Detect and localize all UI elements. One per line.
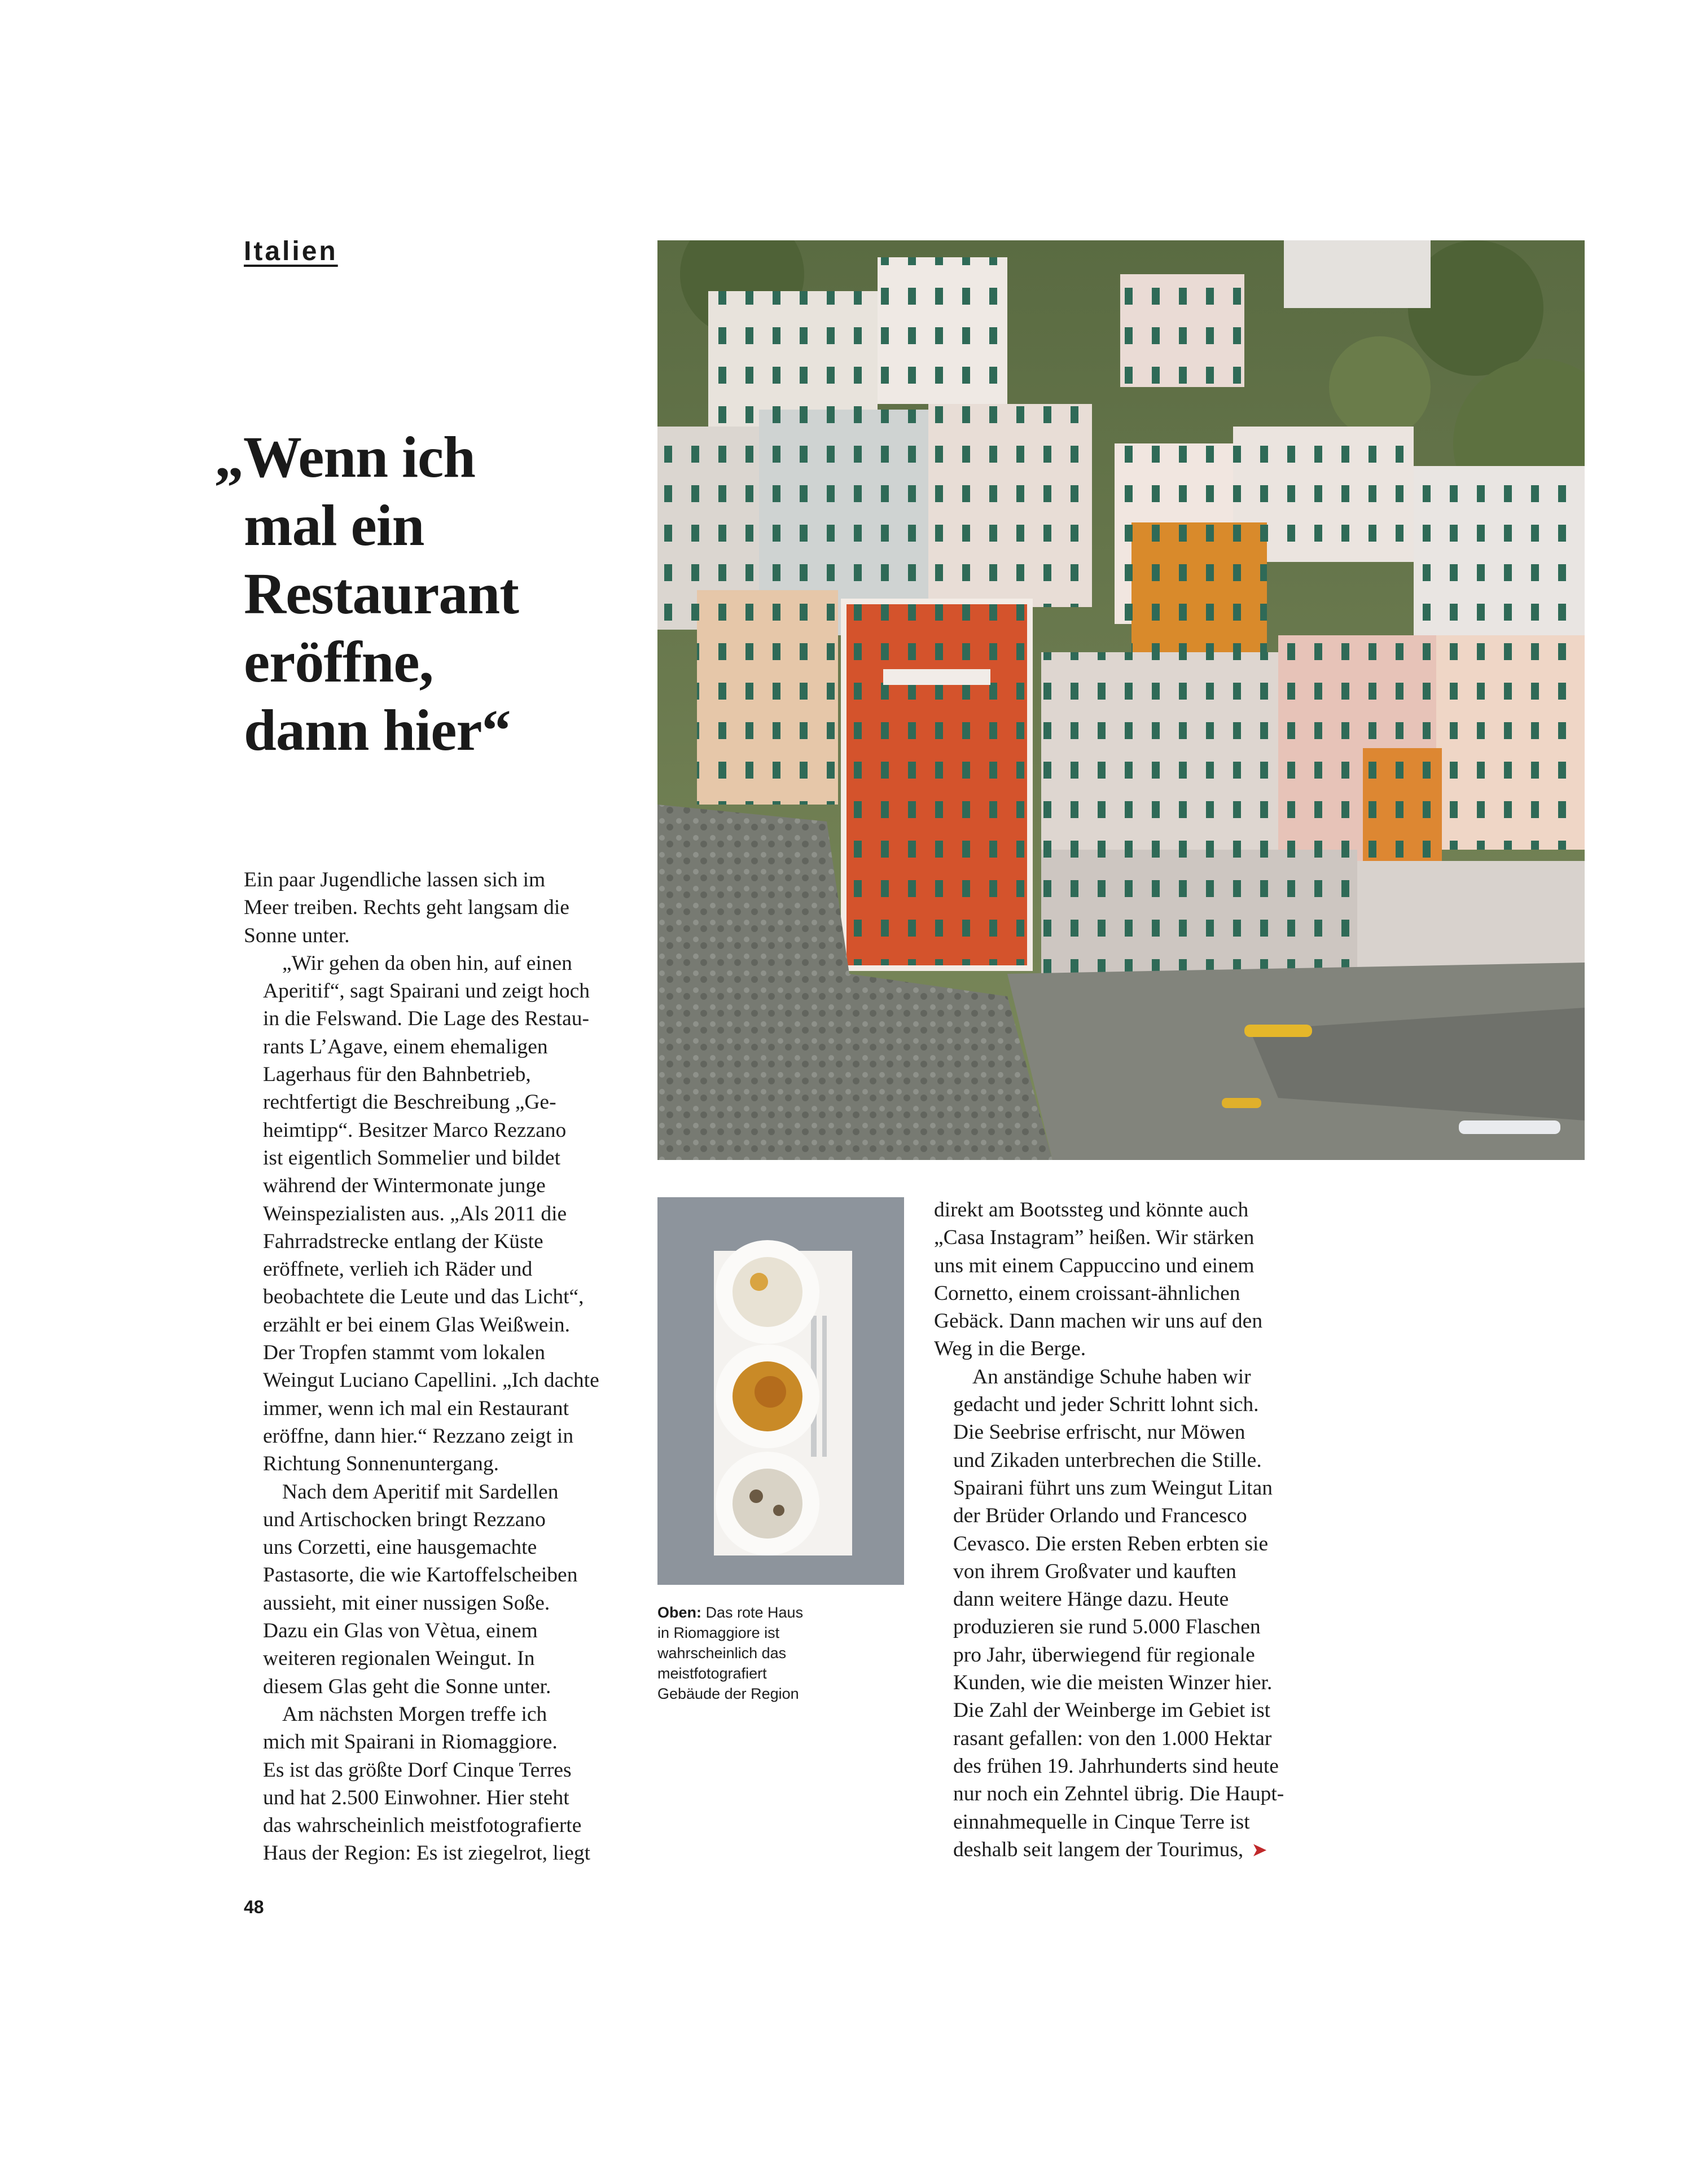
text-line: eröffnete, verlieh ich Räder und bbox=[263, 1258, 533, 1281]
text-line: Ein paar Jugendliche lassen sich im bbox=[244, 868, 546, 891]
headline-line: mal ein bbox=[244, 493, 424, 558]
text-line: diesem Glas geht die Sonne unter. bbox=[263, 1675, 551, 1698]
riomaggiore-photo bbox=[657, 240, 1585, 1160]
text-line: Es ist das größte Dorf Cinque Terres bbox=[263, 1758, 572, 1782]
text-line: einnahmequelle in Cinque Terre ist bbox=[953, 1810, 1250, 1834]
text-line: Weingut Luciano Capellini. „Ich dachte bbox=[263, 1369, 599, 1392]
text-line: Fahrradstrecke entlang der Küste bbox=[263, 1229, 543, 1253]
text-line: Nach dem Aperitif mit Sardellen bbox=[282, 1480, 559, 1504]
body-paragraph bbox=[244, 950, 628, 1478]
pasta-bowls-image bbox=[657, 1197, 904, 1585]
text-line: uns mit einem Cappuccino und einem bbox=[934, 1254, 1255, 1277]
text-line: aussieht, mit einer nussigen Soße. bbox=[263, 1591, 550, 1615]
text-line: produzieren sie rund 5.000 Flaschen bbox=[953, 1615, 1261, 1639]
text-line: Aperitif“, sagt Spairani und zeigt hoch bbox=[263, 979, 590, 1003]
text-line: Cornetto, einem croissant-ähnlichen bbox=[934, 1281, 1240, 1305]
text-line: rasant gefallen: von den 1.000 Hektar bbox=[953, 1726, 1272, 1750]
text-line: der Brüder Orlando und Francesco bbox=[953, 1504, 1247, 1528]
headline-line: dann hier“ bbox=[244, 698, 511, 763]
body-paragraph bbox=[244, 1700, 628, 1867]
text-line: eröffne, dann hier.“ Rezzano zeigt in bbox=[263, 1424, 574, 1448]
text-line: pro Jahr, überwiegend für regionale bbox=[953, 1643, 1255, 1667]
text-line: Weinspezialisten aus. „Als 2011 die bbox=[263, 1202, 567, 1225]
text-line: das wahrscheinlich meistfotografierte bbox=[263, 1814, 582, 1838]
text-line: des frühen 19. Jahrhunderts sind heute bbox=[953, 1754, 1279, 1778]
text-line: heimtipp“. Besitzer Marco Rezzano bbox=[263, 1118, 567, 1142]
text-line: Richtung Sonnenuntergang. bbox=[263, 1452, 499, 1476]
riomaggiore-village-image bbox=[657, 240, 1585, 1160]
text-line: Am nächsten Morgen treffe ich bbox=[282, 1702, 547, 1726]
section-label: Italien bbox=[244, 236, 338, 266]
caption-lead: Oben: bbox=[657, 1604, 701, 1621]
text-line: während der Wintermonate junge bbox=[263, 1174, 546, 1198]
caption-first-line: Das rote Haus bbox=[701, 1604, 804, 1621]
text-line: Lagerhaus für den Bahnbetrieb, bbox=[263, 1063, 531, 1087]
text-line: rechtfertigt die Beschreibung „Ge- bbox=[263, 1091, 556, 1114]
text-line: Gebäck. Dann machen wir uns auf den bbox=[934, 1309, 1263, 1333]
text-line: „Wir gehen da oben hin, auf einen bbox=[282, 951, 572, 975]
text-line: ist eigentlich Sommelier und bildet bbox=[263, 1146, 560, 1170]
headline bbox=[214, 423, 643, 764]
text-line: weiteren regionalen Weingut. In bbox=[263, 1647, 535, 1671]
text-line: Weg in die Berge. bbox=[934, 1337, 1086, 1361]
caption-line: Gebäude der Region bbox=[657, 1685, 799, 1702]
text-line: beobachtete die Leute und das Licht“, bbox=[263, 1285, 584, 1309]
food-photo bbox=[657, 1197, 904, 1585]
body-paragraph bbox=[934, 1196, 1329, 1363]
headline-line: „Wenn ich bbox=[214, 425, 475, 490]
text-line: An anständige Schuhe haben wir bbox=[972, 1365, 1251, 1388]
text-line: Pastasorte, die wie Kartoffelscheiben bbox=[263, 1563, 578, 1587]
text-line: dann weitere Hänge dazu. Heute bbox=[953, 1588, 1229, 1611]
text-line: direkt am Bootssteg und könnte auch bbox=[934, 1198, 1249, 1221]
text-line: deshalb seit langem der Tourimus, bbox=[953, 1838, 1244, 1861]
text-line: nur noch ein Zehntel übrig. Die Haupt- bbox=[953, 1782, 1284, 1806]
text-line: in die Felswand. Die Lage des Restau- bbox=[263, 1007, 589, 1031]
text-line: Der Tropfen stammt vom lokalen bbox=[263, 1341, 545, 1365]
text-line: uns Corzetti, eine hausgemachte bbox=[263, 1536, 537, 1559]
page-number: 48 bbox=[244, 1897, 264, 1917]
body-paragraph bbox=[244, 1478, 628, 1700]
text-line: mich mit Spairani in Riomaggiore. bbox=[263, 1730, 558, 1754]
text-line: Die Seebrise erfrischt, nur Möwen bbox=[953, 1421, 1245, 1444]
text-line: „Casa Instagram” heißen. Wir stärken bbox=[934, 1226, 1255, 1250]
text-line: und Zikaden unterbrechen die Stille. bbox=[953, 1448, 1262, 1472]
text-line: rants L’Agave, einem ehemaligen bbox=[263, 1035, 548, 1058]
text-line: Meer treiben. Rechts geht langsam die bbox=[244, 896, 569, 920]
body-paragraph bbox=[934, 1363, 1329, 1864]
headline-line: eröffne, bbox=[244, 630, 433, 695]
text-line: Kunden, wie die meisten Winzer hier. bbox=[953, 1671, 1273, 1695]
text-line: erzählt er bei einem Glas Weißwein. bbox=[263, 1313, 570, 1337]
text-line: Dazu ein Glas von Vètua, einem bbox=[263, 1619, 538, 1643]
text-line: und hat 2.500 Einwohner. Hier steht bbox=[263, 1786, 569, 1809]
caption-line: wahrscheinlich das bbox=[657, 1645, 787, 1662]
text-line: Die Zahl der Weinberge im Gebiet ist bbox=[953, 1699, 1271, 1722]
text-line: Haus der Region: Es ist ziegelrot, liegt bbox=[263, 1842, 591, 1865]
body-paragraph bbox=[244, 866, 628, 950]
caption-line: in Riomaggiore ist bbox=[657, 1624, 780, 1641]
photo-caption bbox=[657, 1602, 849, 1704]
caption-line: meistfotografiert bbox=[657, 1665, 767, 1682]
text-line: Sonne unter. bbox=[244, 924, 350, 947]
text-line: immer, wenn ich mal ein Restaurant bbox=[263, 1396, 569, 1420]
body-column-left bbox=[244, 866, 628, 1867]
text-line: von ihrem Großvater und kauften bbox=[953, 1559, 1236, 1583]
text-line: und Artischocken bringt Rezzano bbox=[263, 1508, 546, 1531]
text-line: Spairani führt uns zum Weingut Litan bbox=[953, 1476, 1273, 1500]
text-line: Cevasco. Die ersten Reben erbten sie bbox=[953, 1532, 1269, 1555]
headline-line: Restaurant bbox=[244, 561, 519, 626]
text-line: gedacht und jeder Schritt lohnt sich. bbox=[953, 1393, 1259, 1417]
body-column-right bbox=[934, 1196, 1329, 1864]
continue-arrow-icon: ➤ bbox=[1251, 1838, 1267, 1861]
